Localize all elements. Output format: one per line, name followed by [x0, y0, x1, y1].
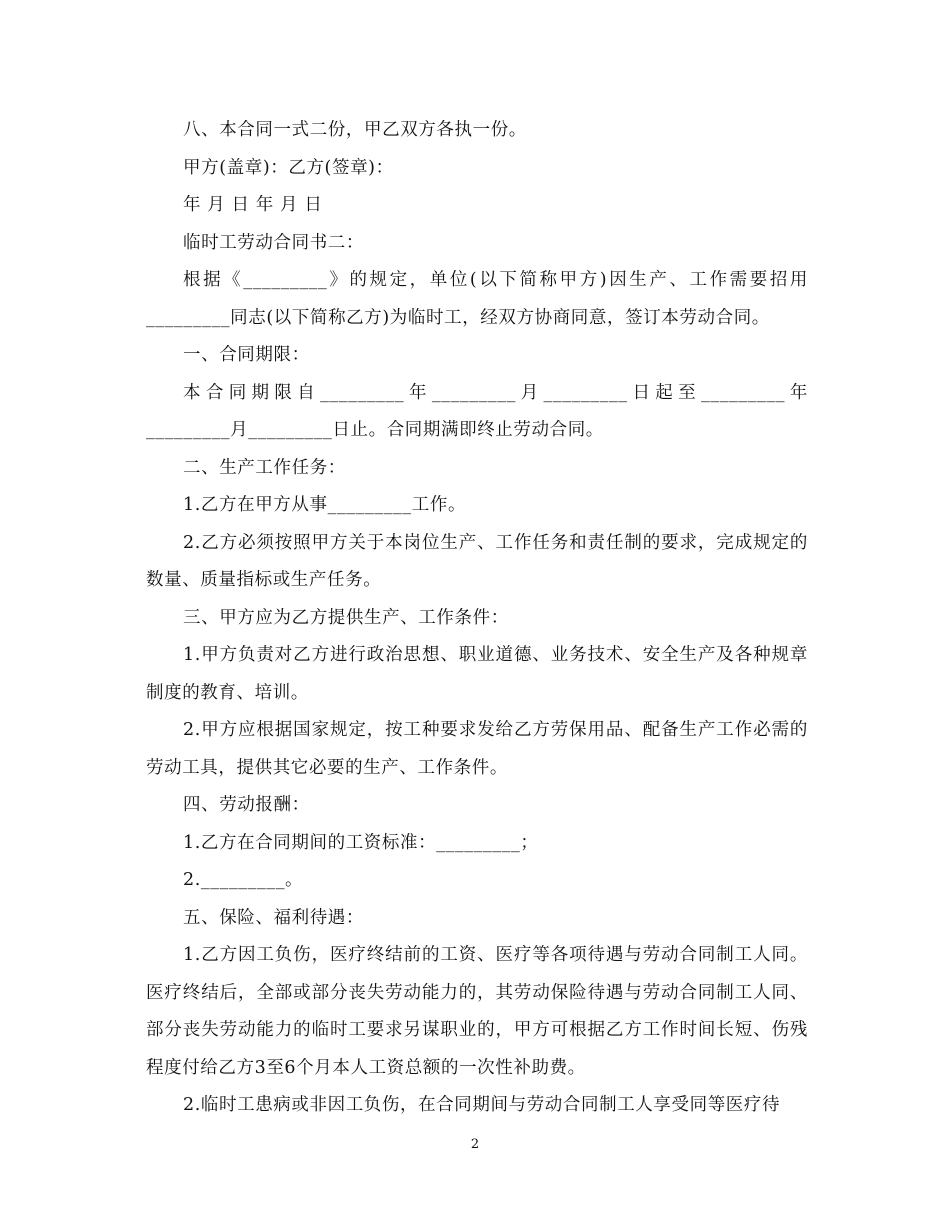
- document-body: [146, 112, 808, 1125]
- paragraph-contract-term: 本合同期限自_________年_________月_________日起至_________年_________月_________日止。合同期满即终止劳动合同。: [146, 382, 808, 440]
- heading-contract-term: 一、合同期限：: [183, 345, 310, 365]
- heading-work-conditions: 三、甲方应为乙方提供生产、工作条件：: [183, 607, 509, 628]
- page-number: 2: [470, 1137, 480, 1152]
- heading-work-tasks: 二、生产工作任务：: [183, 457, 346, 478]
- paragraph-insurance-1: 1.乙方因工负伤，医疗终结前的工资、医疗等各项待遇与劳动合同制工人同。医疗终结后，全部或部分丧失劳动能力的，其劳动保险待遇与劳动合同制工人同、部分丧失劳动能力的临时工要求另谋职业的，甲方可根据乙方工作时间长短、伤残程度付给乙方3至6个月本人工资总额的一次性补助费。: [146, 945, 808, 1078]
- paragraph-work-condition-1: 1.甲方负责对乙方进行政治思想、职业道德、业务技术、安全生产及各种规章制度的教育、培训。: [146, 645, 808, 703]
- paragraph-remuneration-2: 2._________。: [183, 870, 304, 890]
- heading-insurance-benefits: 五、保险、福利待遇：: [183, 907, 364, 928]
- paragraph-work-condition-2: 2.甲方应根据国家规定，按工种要求发给乙方劳保用品、配备生产工作必需的劳动工具，提供其它必要的生产、工作条件。: [146, 720, 808, 778]
- paragraph-clause-8: 八、本合同一式二份，甲乙双方各执一份。: [183, 120, 527, 140]
- paragraph-contract-two-title: 临时工劳动合同书二：: [183, 232, 364, 253]
- paragraph-insurance-2: 2.临时工患病或非因工负伤，在合同期间与劳动合同制工人享受同等医疗待: [183, 1095, 781, 1115]
- paragraph-preamble: 根据《_________》的规定，单位(以下简称甲方)因生产、工作需要招用_________同志(以下简称乙方)为临时工，经双方协商同意，签订本劳动合同。: [146, 270, 808, 328]
- paragraph-work-task-2: 2.乙方必须按照甲方关于本岗位生产、工作任务和责任制的要求，完成规定的数量、质量指标或生产任务。: [146, 532, 808, 590]
- paragraph-signatures: 甲方(盖章)：乙方(签章)：: [183, 157, 394, 178]
- paragraph-remuneration-1: 1.乙方在合同期间的工资标准：_________；: [183, 832, 539, 853]
- paragraph-work-task-1: 1.乙方在甲方从事_________工作。: [183, 495, 467, 515]
- heading-remuneration: 四、劳动报酬：: [183, 795, 310, 815]
- paragraph-signature-dates: 年 月 日 年 月 日: [183, 195, 323, 215]
